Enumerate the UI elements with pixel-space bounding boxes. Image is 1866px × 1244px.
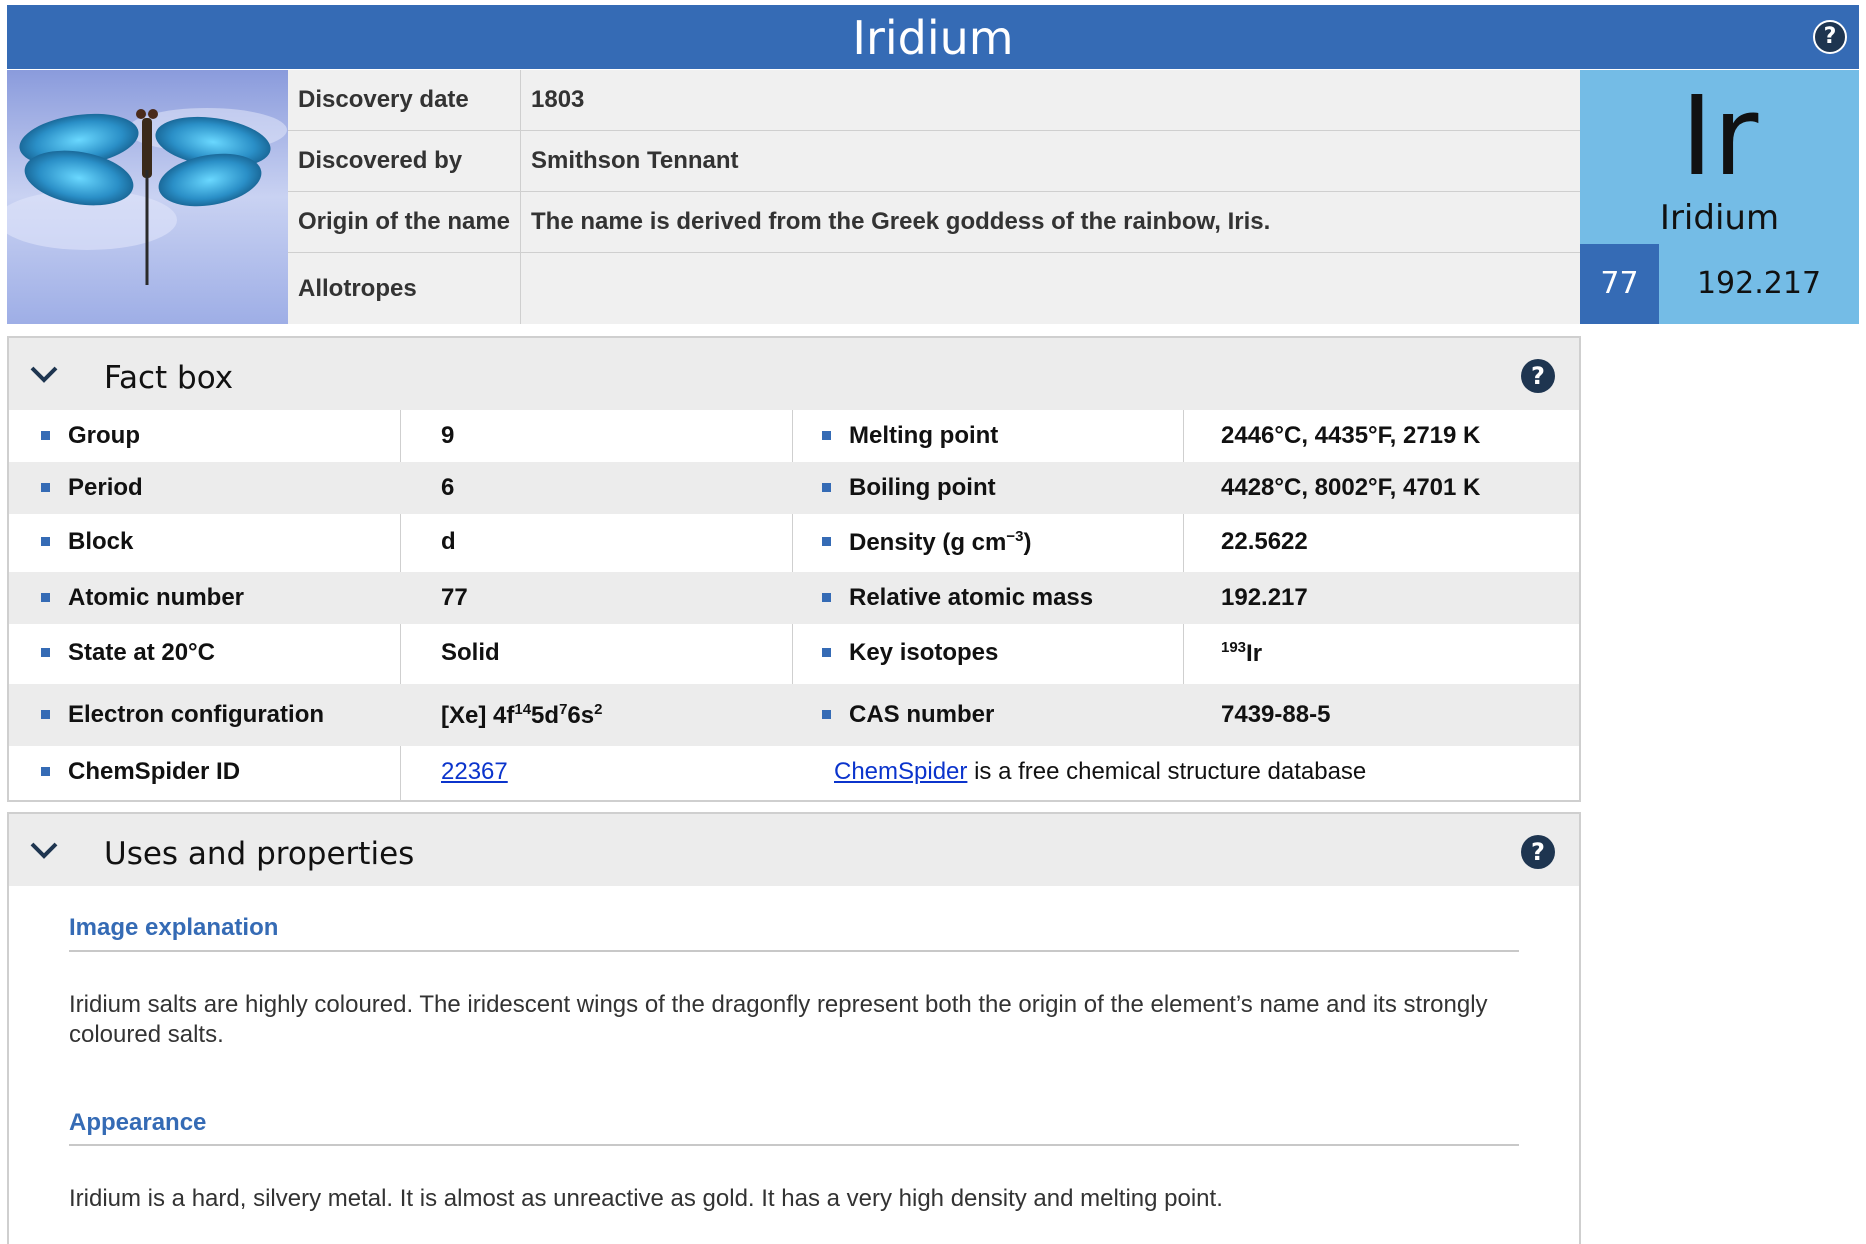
bullet-icon: [41, 431, 50, 440]
help-icon[interactable]: ?: [1521, 359, 1555, 393]
bullet-icon: [822, 431, 831, 440]
table-row: [9, 624, 1579, 684]
chemspider-link[interactable]: ChemSpider: [834, 758, 968, 785]
element-symbol: Ir: [1680, 72, 1759, 200]
bullet-icon: [41, 767, 50, 776]
bullet-icon: [822, 483, 831, 492]
table-row: [9, 684, 1579, 746]
table-row: [288, 70, 1580, 131]
discovered-by-value: Smithson Tennant: [531, 147, 739, 174]
uses-title: Uses and properties: [104, 836, 415, 872]
divider: [69, 950, 1519, 952]
atomic-number-badge: 77: [1580, 244, 1659, 324]
atomic-number-value: 77: [441, 584, 468, 611]
period-value: 6: [441, 474, 455, 501]
electron-configuration-value: [Xe] $4f^{14}5d^76s^2$: [441, 701, 603, 729]
bullet-icon: [41, 648, 50, 657]
chevron-down-icon[interactable]: [29, 838, 59, 862]
key-isotopes-value: $^{193}$Ir: [1221, 639, 1263, 667]
table-row: [288, 253, 1580, 324]
divider: [69, 1144, 1519, 1146]
cas-number-value: 7439-88-5: [1221, 701, 1331, 728]
boiling-point-label: Boiling point: [849, 474, 996, 501]
table-row: [9, 572, 1579, 624]
bullet-icon: [41, 593, 50, 602]
table-row: [9, 514, 1579, 572]
bullet-icon: [822, 710, 831, 719]
table-row: [288, 192, 1580, 253]
bullet-icon: [822, 537, 831, 546]
discovered-by-label: Discovered by: [298, 147, 463, 174]
help-icon[interactable]: ?: [1521, 835, 1555, 869]
discovery-date-value: 1803: [531, 86, 585, 113]
chemspider-note: [834, 758, 1366, 786]
atomic-number-label: Atomic number: [68, 584, 245, 611]
electron-configuration-label: Electron configuration: [68, 701, 325, 728]
table-row: [288, 131, 1580, 192]
melting-point-value: 2446°C, 4435°F, 2719 K: [1221, 422, 1481, 449]
atomic-mass-badge: 192.217: [1696, 266, 1822, 301]
bullet-icon: [41, 537, 50, 546]
uses-panel: [7, 812, 1581, 1244]
uses-header[interactable]: [9, 814, 1579, 886]
dragonfly-icon: [7, 70, 288, 324]
appearance-text: Iridium is a hard, silvery metal. It is almost as unreactive as gold. It has a very high density and melting point.: [69, 1185, 1223, 1212]
density-label: Density (g $cm^{-3}$): [849, 528, 1032, 556]
relative-atomic-mass-value: 192.217: [1221, 584, 1308, 611]
discovery-date-label: Discovery date: [298, 86, 469, 113]
fact-box-header[interactable]: [9, 338, 1579, 410]
group-value: 9: [441, 422, 455, 449]
boiling-point-value: 4428°C, 8002°F, 4701 K: [1221, 474, 1481, 501]
key-isotopes-label: Key isotopes: [849, 639, 999, 666]
bullet-icon: [41, 710, 50, 719]
chemspider-id-link[interactable]: 22367: [441, 758, 508, 785]
melting-point-label: Melting point: [849, 422, 999, 449]
table-row: [9, 746, 1579, 798]
chemspider-id-label: ChemSpider ID: [68, 758, 241, 785]
relative-atomic-mass-label: Relative atomic mass: [849, 584, 1094, 611]
group-label: Group: [68, 422, 140, 449]
origin-of-name-label: Origin of the name: [298, 208, 511, 235]
origin-of-name-value: The name is derived from the Greek goddess of the rainbow, Iris.: [531, 208, 1271, 235]
element-name: Iridium: [1659, 198, 1780, 238]
density-value: 22.5622: [1221, 528, 1308, 555]
fact-box-title: Fact box: [104, 360, 234, 396]
appearance-heading: Appearance: [69, 1109, 207, 1136]
discovery-table: [288, 70, 1580, 324]
image-explanation-text: Iridium salts are highly coloured. The iridescent wings of the dragonfly represent both the origin of the element’s name and its strongly coloured salts.: [69, 991, 1488, 1048]
cas-number-label: CAS number: [849, 701, 995, 728]
page-title: Iridium: [852, 11, 1014, 65]
chevron-down-icon[interactable]: [29, 362, 59, 386]
bullet-icon: [41, 483, 50, 492]
element-tile: [1580, 70, 1859, 324]
image-explanation-heading: Image explanation: [69, 914, 279, 941]
chemspider-description: is a free chemical structure database: [967, 758, 1367, 785]
help-icon[interactable]: ?: [1813, 20, 1847, 54]
state-label: State at 20°C: [68, 639, 215, 666]
bullet-icon: [822, 593, 831, 602]
bullet-icon: [822, 648, 831, 657]
state-value: Solid: [441, 639, 500, 666]
allotropes-label: Allotropes: [298, 275, 417, 302]
block-label: Block: [68, 528, 134, 555]
period-label: Period: [68, 474, 143, 501]
table-row: [9, 462, 1579, 514]
block-value: d: [441, 528, 456, 555]
element-image: [7, 70, 288, 324]
title-bar: [7, 5, 1859, 69]
fact-box-panel: [7, 336, 1581, 802]
table-row: [9, 410, 1579, 462]
